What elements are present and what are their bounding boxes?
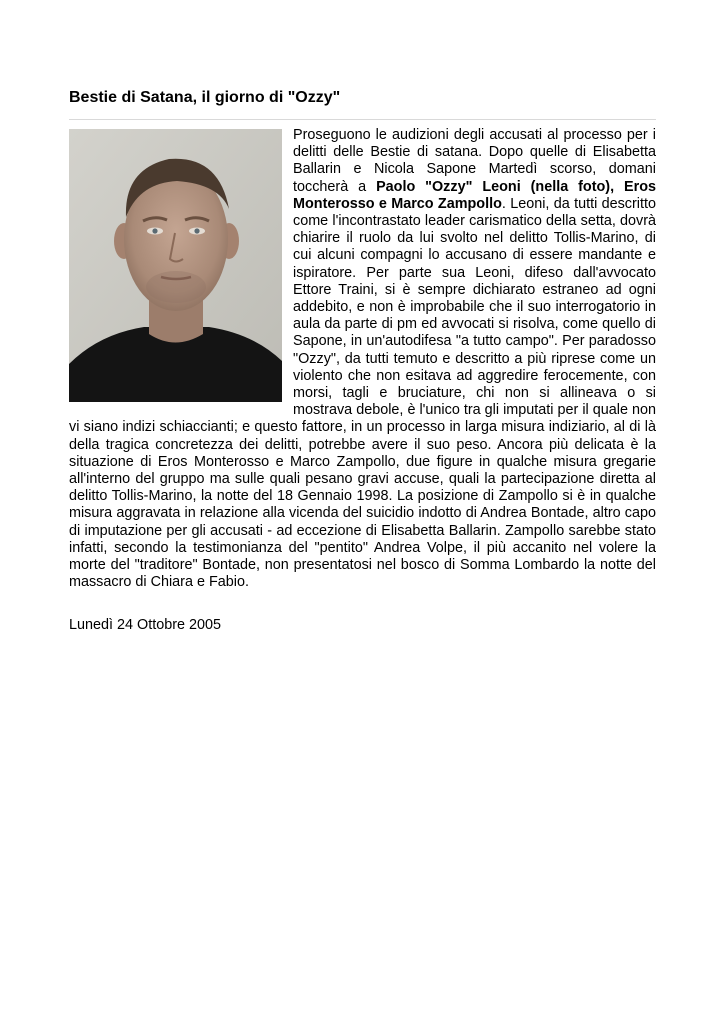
article-text-intro: Proseguono le audizioni degli accusati al processo per i delitti delle Bestie di satana. Dopo quelle di Elisabetta Ballarin e Nicola Sapone Martedì scorso, domani toccherà a — [293, 127, 656, 195]
article-text-names: Paolo "Ozzy" Leoni (nella foto), Eros Monterosso e Marco Zampollo — [293, 178, 657, 212]
title-divider — [69, 119, 656, 120]
article-title: Bestie di Satana, il giorno di "Ozzy" — [69, 89, 341, 106]
portrait-photo — [69, 129, 282, 402]
article-body — [69, 127, 656, 591]
article-text-main: . Leoni, da tutti descritto come l'incontrastato leader carismatico della setta, dovrà chiarire il ruolo da lui svolto nel delitto Tollis-Marino, di cui alcuni compagni lo accusano di essere mandante e ispiratore. Per parte sua Leoni, difeso dall'avvocato Ettore Traini, si è sempre dichiarato estraneo ad ogni addebito, e non è improbabile che il suo interrogatorio in aula da parte di pm ed avvocati si risolva, come quello di Sapone, in un'autodifesa "a tutto campo". Per paradosso "Ozzy", da tutti temuto e descritto a più riprese come un violento che non esitava ad aggredire ferocemente, con morsi, tagli e bruciature, chi non si allineava o si mostrava debole, è l'unico tra gli imputati per il quale non vi siano indizi schiaccianti; e questo fattore, in un processo in larga misura indiziario, al di là della tragica concretezza dei delitti, potrebbe avere il suo peso. Ancora più delicata è la situazione di Eros Monterosso e Marco Zampollo, due figure in qualche misura gregarie all'interno del gruppo ma sulle quali pesano gravi accuse, quali la partecipazione diretta al delitto Tollis-Marino, la notte del 18 Gennaio 1998. La posizione di Zampollo si è in qualche misura aggravata in relazione alla vicenda del suicidio indotto di Andrea Bontade, altro capo di imputazione per gli accusati - ad eccezione di Elisabetta Ballarin. Zampollo sarebbe stato infatti, secondo la testimonianza del "pentito" Andrea Volpe, il più accanito nel volere la morte del "traditore" Bontade, non presentatosi nel bosco di Somma Lombardo la notte del massacro di Chiara e Fabio. — [69, 195, 656, 591]
publication-date: Lunedì 24 Ottobre 2005 — [69, 617, 222, 634]
document-page — [69, 88, 656, 634]
